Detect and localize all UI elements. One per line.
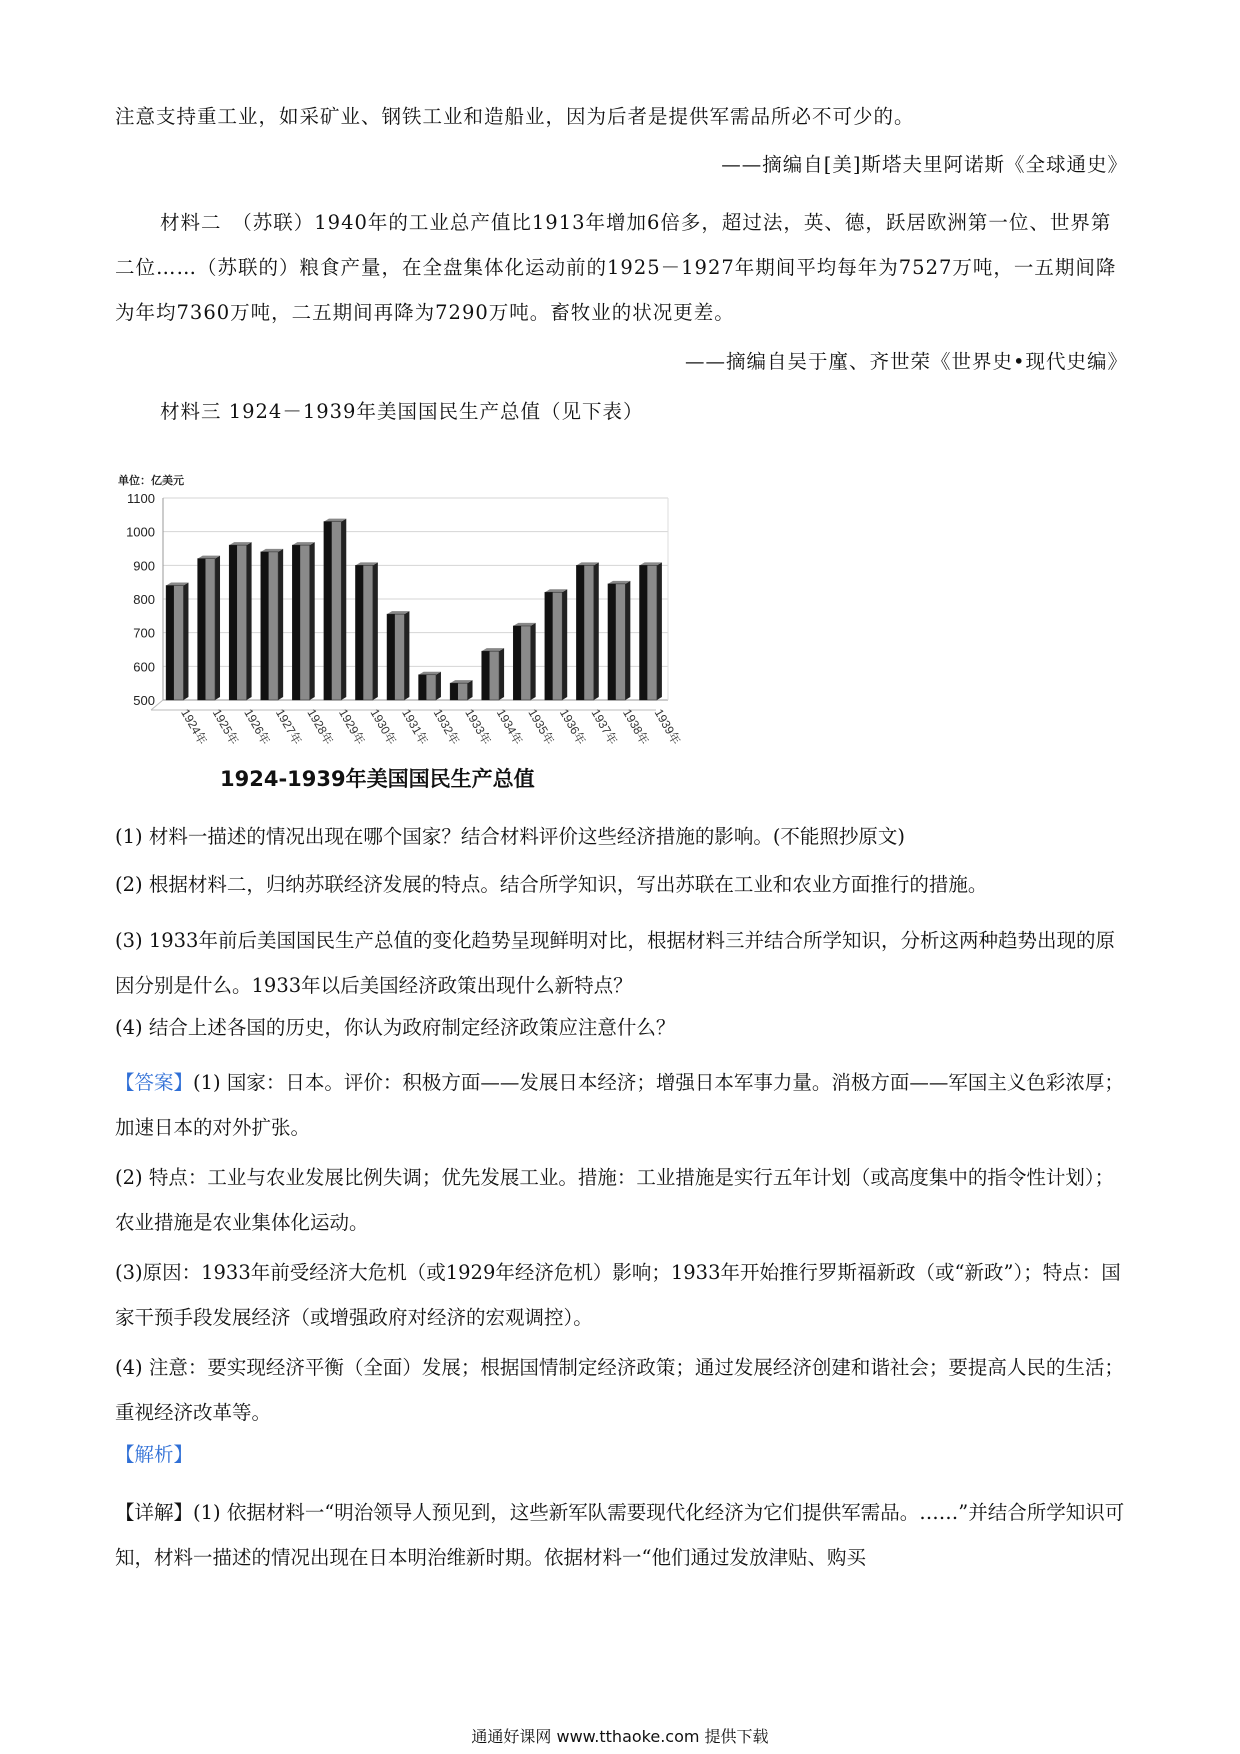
bar-side (657, 562, 662, 700)
detail-paragraph (115, 1490, 1130, 1580)
detail-label: 【详解】 (115, 1501, 194, 1524)
bar-side (373, 562, 378, 700)
x-tick-label: 1928年 (304, 706, 336, 748)
bar-shade (166, 586, 174, 700)
material2-source: ——摘编自吴于廑、齐世荣《世界史•现代史编》 (684, 350, 1128, 373)
bar-side (436, 672, 441, 700)
answer-3: (3)原因：1933年前受经济大危机（或1929年经济危机）影响；1933年开始推行罗斯福新政（或“新政”）；特点：国家干预手段发展经济（或增强政府对经济的宏观调控）。 (115, 1261, 1121, 1329)
bar-side (247, 542, 252, 700)
y-tick-label: 800 (133, 592, 155, 607)
bar-shade (261, 552, 269, 700)
answer-label: 【答案】 (115, 1071, 194, 1094)
x-tick-label: 1925年 (209, 706, 242, 748)
y-tick-label: 900 (133, 558, 155, 574)
x-tick-label: 1938年 (620, 706, 652, 748)
y-tick-label: 500 (133, 693, 155, 708)
question-3: (3) 1933年前后美国国民生产总值的变化趋势呈现鲜明对比，根据材料三并结合所学知识，分析这两种趋势出现的原因分别是什么。1933年以后美国经济政策出现什么新特点？ (115, 929, 1115, 997)
question-4: (4) 结合上述各国的历史，你认为政府制定经济政策应注意什么？ (115, 1016, 676, 1039)
bar-side (499, 648, 504, 700)
bar-side (531, 623, 536, 700)
question-1: (1) 材料一描述的情况出现在哪个国家？结合材料评价这些经济措施的影响。(不能照抄原文) (115, 825, 906, 848)
bar-shade (608, 584, 616, 700)
x-tick-label: 1931年 (399, 706, 431, 748)
y-tick-label: 1100 (127, 491, 155, 506)
y-tick-label: 1000 (126, 524, 155, 540)
answer-4: (4) 注意：要实现经济平衡（全面）发展；根据国情制定经济政策；通过发展经济创建和谐社会；要提高人民的生活；重视经济改革等。 (115, 1356, 1124, 1424)
y-tick-label: 700 (133, 625, 155, 641)
bar-side (404, 611, 409, 700)
bar-side (310, 542, 315, 700)
x-tick-label: 1932年 (430, 706, 463, 748)
bar-side (625, 581, 630, 700)
x-tick-label: 1933年 (462, 706, 494, 748)
answer-2: (2) 特点：工业与农业发展比例失调；优先发展工业。措施：工业措施是实行五年计划（或高度集中的指令性计划）；农业措施是农业集体化运动。 (115, 1166, 1115, 1234)
bar-side (278, 549, 283, 700)
material1-tail: 注意支持重工业，如采矿业、钢铁工业和造船业，因为后者是提供军需品所必不可少的。 (115, 105, 915, 128)
material3-intro: 材料三 1924－1939年美国国民生产总值（见下表） (160, 400, 644, 423)
detail-text: (1) 依据材料一“明治领导人预见到，这些新军队需要现代化经济为它们提供军需品。……”并结合所学知识可知，材料一描述的情况出现在日本明治维新时期。依据材料一“他们通过发放津贴、购买 (115, 1501, 1125, 1569)
bar-shade (292, 545, 300, 700)
bar-shade (229, 545, 237, 700)
x-tick-label: 1937年 (588, 706, 620, 748)
answer-1-text: (1) 国家：日本。评价：积极方面——发展日本经济；增强日本军事力量。消极方面——军国主义色彩浓厚；加速日本的对外扩张。 (115, 1071, 1124, 1139)
x-tick-label: 1926年 (241, 706, 273, 748)
bar-shade (482, 651, 490, 700)
bar-shade (513, 626, 521, 700)
bar-shade (640, 565, 648, 700)
x-tick-label: 1930年 (367, 706, 400, 748)
x-tick-label: 1924年 (178, 706, 210, 748)
x-tick-label: 1927年 (272, 706, 305, 748)
bar-side (341, 519, 346, 700)
bar-side (183, 583, 188, 700)
bar-shade (355, 565, 363, 700)
bar-shade (545, 592, 553, 700)
material1-source: ——摘编自[美]斯塔夫里阿诺斯《全球通史》 (721, 153, 1128, 176)
bar-side (562, 589, 567, 700)
y-tick-label: 600 (133, 659, 155, 675)
bar-side (215, 556, 220, 700)
gnp-bar-chart (108, 468, 708, 798)
x-tick-label: 1935年 (525, 706, 557, 748)
x-tick-label: 1929年 (335, 706, 368, 748)
answer-1 (115, 1060, 1130, 1150)
x-tick-label: 1939年 (651, 706, 684, 748)
bar-shade (198, 559, 206, 700)
question-2: (2) 根据材料二，归纳苏联经济发展的特点。结合所学知识，写出苏联在工业和农业方面推行的措施。 (115, 873, 988, 896)
bar-shade (387, 614, 395, 700)
bar-shade (450, 683, 458, 700)
footer: 通通好课网 www.tthaoke.com 提供下载 (471, 1727, 769, 1746)
chart-title: 1924-1939年美国国民生产总值 (220, 767, 535, 791)
bar-shade (324, 522, 332, 700)
bar-shade (576, 565, 584, 700)
bar-shade (419, 675, 427, 700)
bar-side (468, 680, 473, 700)
analysis-label: 【解析】 (115, 1443, 194, 1466)
bar-side (594, 562, 599, 700)
material2-paragraph: 材料二 （苏联）1940年的工业总产值比1913年增加6倍多，超过法，英、德，跃居欧洲第一位、世界第二位……（苏联的）粮食产量，在全盘集体化运动前的1925－1927年期间平均每年为7527万吨，一五期间降为年均7360万吨，二五期间再降为7290万吨。畜牧业的状况更差。 (115, 211, 1117, 324)
y-axis-unit-label: 单位：亿美元 (118, 474, 184, 487)
x-tick-label: 1936年 (556, 706, 589, 748)
x-tick-label: 1934年 (493, 706, 526, 748)
